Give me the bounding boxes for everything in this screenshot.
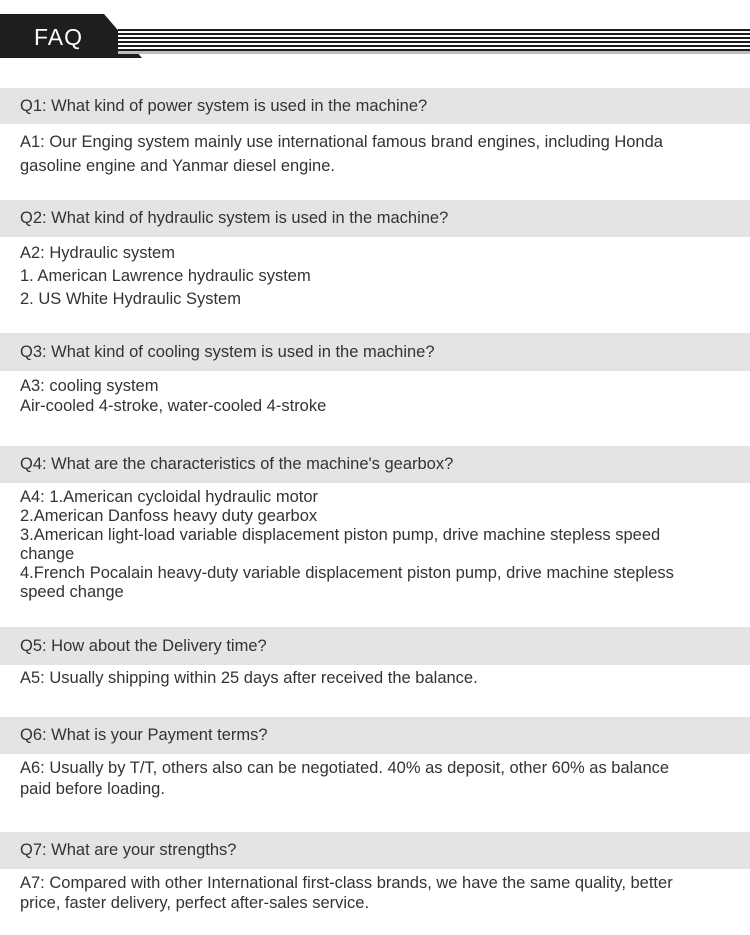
faq-answer-1 (20, 130, 745, 178)
answer-line: 2. US White Hydraulic System (20, 290, 241, 308)
answer-line: 2.American Danfoss heavy duty gearbox (20, 507, 318, 525)
faq-title: FAQ (34, 24, 84, 50)
faq-header (0, 0, 750, 62)
answer-line: price, faster delivery, perfect after-sales service. (20, 894, 370, 912)
answer-line: A4: 1.American cycloidal hydraulic motor (20, 488, 319, 506)
faq-answer-7 (20, 873, 745, 913)
faq-answer-5 (20, 668, 745, 688)
faq-question-2: Q2: What kind of hydraulic system is used in the machine? (0, 200, 750, 237)
faq-question-6: Q6: What is your Payment terms? (0, 717, 750, 754)
answer-line: paid before loading. (20, 780, 165, 798)
answer-line: change (20, 545, 75, 563)
faq-answer-3 (20, 376, 745, 416)
faq-question-1: Q1: What kind of power system is used in the machine? (0, 88, 750, 124)
answer-line: speed change (20, 583, 124, 601)
answer-line: A2: Hydraulic system (20, 244, 175, 262)
answer-line: 3.American light-load variable displacement piston pump, drive machine stepless speed (20, 526, 661, 544)
faq-answer-2 (20, 242, 745, 311)
faq-question-7: Q7: What are your strengths? (0, 832, 750, 869)
faq-question-4: Q4: What are the characteristics of the machine's gearbox? (0, 446, 750, 483)
header-stripes-decoration (118, 29, 750, 51)
answer-line: Air-cooled 4-stroke, water-cooled 4-stroke (20, 397, 327, 415)
answer-line: 1. American Lawrence hydraulic system (20, 267, 311, 285)
answer-line: A6: Usually by T/T, others also can be negotiated. 40% as deposit, other 60% as balance (20, 759, 670, 777)
answer-line: A5: Usually shipping within 25 days after received the balance. (20, 669, 478, 687)
answer-line: gasoline engine and Yanmar diesel engine. (20, 157, 335, 175)
faq-answer-4 (20, 488, 745, 602)
faq-question-5: Q5: How about the Delivery time? (0, 627, 750, 665)
answer-line: A3: cooling system (20, 377, 159, 395)
faq-answer-6 (20, 758, 745, 800)
answer-line: A1: Our Enging system mainly use international famous brand engines, including Honda (20, 133, 663, 151)
faq-question-3: Q3: What kind of cooling system is used in the machine? (0, 333, 750, 371)
answer-line: 4.French Pocalain heavy-duty variable displacement piston pump, drive machine stepless (20, 564, 674, 582)
answer-line: A7: Compared with other International first-class brands, we have the same quality, better (20, 874, 673, 892)
